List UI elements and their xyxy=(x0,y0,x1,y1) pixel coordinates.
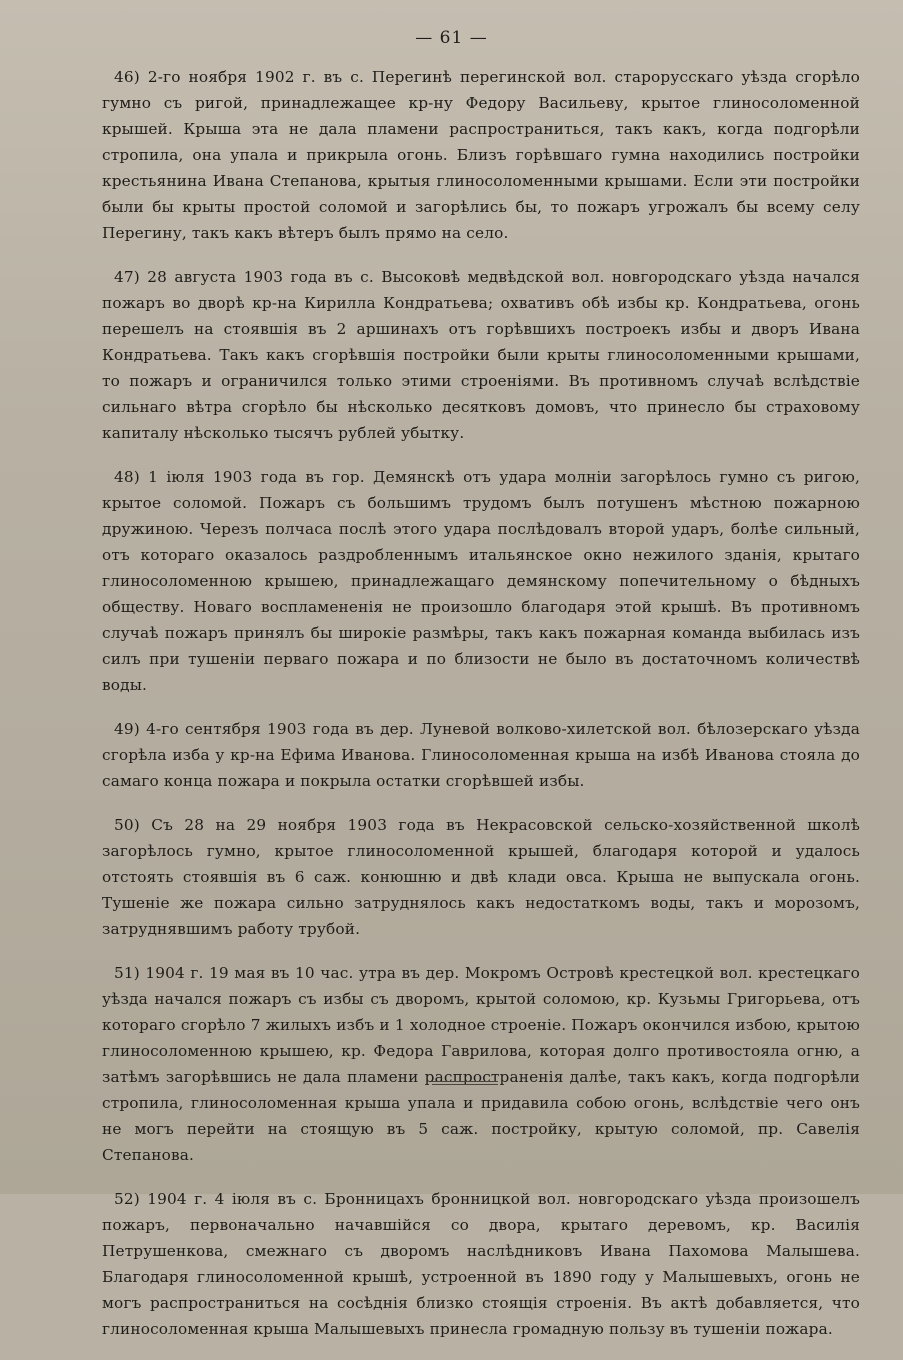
entry-51: 51) 1904 г. 19 мая въ 10 час. утра въ дер. Мокромъ Островѣ крестецкой вол. крестецкаго уѣзда начался пожаръ съ избы съ дворомъ, крытой соломою, кр. Кузьмы Григорьева, отъ котораго сгорѣло 7 жилыхъ избъ и 1 холодное строеніе. Пожаръ окончился избою, крытою глиносоломенною крышею, кр. Федора Гаврилова, которая долго противостояла огню, а затѣмъ загорѣвшись не дала пламени распространенія далѣе, такъ какъ, когда подгорѣли стропила, глиносоломенная крыша упала и придавила собою огонь, вслѣдствіе чего онъ не могъ перейти на стоящую въ 5 саж. постройку, крытую соломой, пр. Савелія Степанова. xyxy=(102,964,860,1164)
entry-48: 48) 1 іюля 1903 года въ гор. Демянскѣ отъ удара молніи загорѣлось гумно съ ригою, крытое соломой. Пожаръ съ большимъ трудомъ былъ потушенъ мѣстною пожарною дружиною. Черезъ полчаса послѣ этого удара послѣдовалъ второй ударъ, болѣе сильный, отъ котораго оказалось раздробленнымъ итальянское окно нежилого зданія, крытаго глиносоломенною крышею, принадлежащаго демянскому попечительному о бѣдныхъ обществу. Новаго воспламененія не произошло благодаря этой крышѣ. Въ противномъ случаѣ пожаръ принялъ бы широкіе размѣры, такъ какъ пожарная команда выбилась изъ силъ при тушеніи перваго пожара и по близости не было въ достаточномъ количествѣ воды. xyxy=(102,468,860,694)
page-number: — 61 — xyxy=(415,28,488,48)
end-divider xyxy=(432,1081,498,1085)
entry-49: 49) 4-го сентября 1903 года въ дер. Луневой волково-хилетской вол. бѣлозерскаго уѣзда сгорѣла изба у кр-на Ефима Иванова. Глиносоломенная крыша на избѣ Иванова стояла до самаго конца пожара и покрыла остатки сгорѣвшей избы. xyxy=(102,720,860,790)
text-body xyxy=(102,64,860,1360)
entry-50: 50) Съ 28 на 29 ноября 1903 года въ Некрасовской сельско-хозяйственной школѣ загорѣлось гумно, крытое глиносоломенной крышей, благодаря которой и удалось отстоять стоявшія въ 6 саж. конюшню и двѣ клади овса. Крыша не выпускала огонь. Тушеніе же пожара сильно затруднялось какъ недостаткомъ воды, такъ и морозомъ, затруднявшимъ работу трубой. xyxy=(102,816,860,938)
entry-46: 46) 2-го ноября 1902 г. въ с. Перегинѣ перегинской вол. старорусскаго уѣзда сгорѣло гумно съ ригой, принадлежащее кр-ну Федору Васильеву, крытое глиносоломенной крышей. Крыша эта не дала пламени распространиться, такъ какъ, когда подгорѣли стропила, она упала и прикрыла огонь. Близъ горѣвшаго гумна находились постройки крестьянина Ивана Степанова, крытыя глиносоломенными крышами. Если эти постройки были бы крыты простой соломой и загорѣлись бы, то пожаръ угрожалъ бы всему селу Перегину, такъ какъ вѣтеръ былъ прямо на село. xyxy=(102,68,860,242)
entry-52: 52) 1904 г. 4 іюля въ с. Бронницахъ бронницкой вол. новгородскаго уѣзда произошелъ пожаръ, первоначально начавшійся со двора, крытаго деревомъ, кр. Василія Петрушенкова, смежнаго съ дворомъ наслѣдниковъ Ивана Пахомова Малышева. Благодаря глиносоломенной крышѣ, устроенной въ 1890 году у Малышевыхъ, огонь не могъ распространиться на сосѣднія близко стоящія строенія. Въ актѣ добавляется, что глиносоломенная крыша Малышевыхъ принесла громадную пользу въ тушеніи пожара. xyxy=(102,1190,860,1338)
entry-47: 47) 28 августа 1903 года въ с. Высоковѣ медвѣдской вол. новгородскаго уѣзда начался пожаръ во дворѣ кр-на Кирилла Кондратьева; охвативъ обѣ избы кр. Кондратьева, огонь перешелъ на стоявшія въ 2 аршинахъ отъ горѣвшихъ построекъ избы и дворъ Ивана Кондратьева. Такъ какъ сгорѣвшія постройки были крыты глиносоломенными крышами, то пожаръ и ограничился только этими строеніями. Въ противномъ случаѣ вслѣдствіе сильнаго вѣтра сгорѣло бы нѣсколько десятковъ домовъ, что принесло бы страховому капиталу нѣсколько тысячъ рублей убытку. xyxy=(102,268,860,442)
